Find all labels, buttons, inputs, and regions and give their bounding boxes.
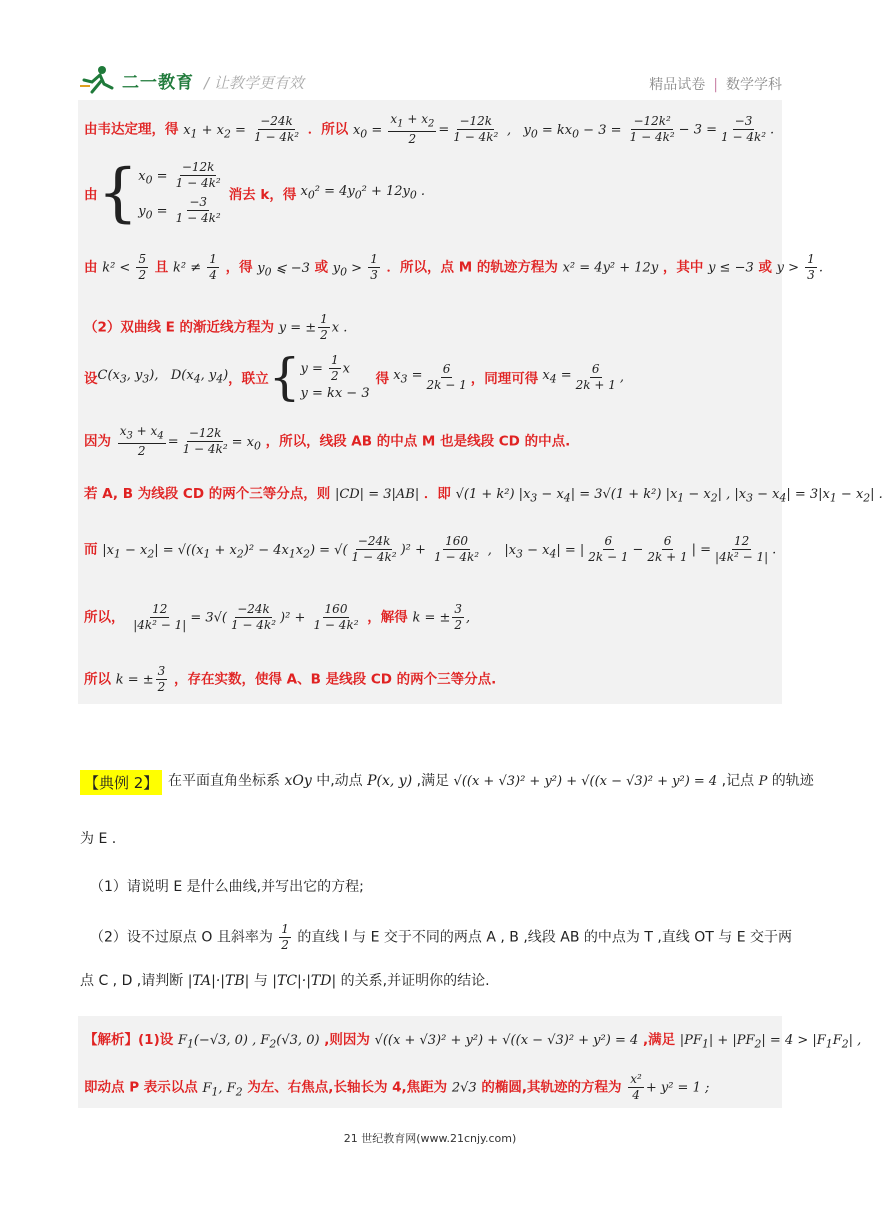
example-text: 在平面直角坐标系 bbox=[168, 773, 280, 789]
example-text: 的关系,并证明你的结论. bbox=[340, 973, 490, 989]
solution-text: ．所以 bbox=[307, 121, 349, 138]
analysis-text: ,则因为 bbox=[324, 1032, 370, 1048]
example-text: 的直线 l 与 E 交于不同的两点 A , B ,线段 AB 的中点为 T ,直线 OT 与 E 交于两 bbox=[297, 929, 792, 946]
solution-line-8: 而 $|x_1 - x_2| = √((x_1 + x_2)^2 - 4x_1x_2)$ = √( $\frac{-24k}{\text{1 − 4k²}}$ )² + $\frac{160}{\text{1 − 4k²}}$ , $|x_3 - x_4|$ = | $\frac{6}{2k - 1}$ − $\frac{6}{2k + 1}$ | = $\frac{12}{\text{|4k² − 1|}}$ . bbox=[84, 534, 777, 564]
example-text: 的轨迹 bbox=[771, 773, 814, 789]
solution-line-4: （2）双曲线 E 的渐近线方程为 y = ± $\frac{1}{2}$ x . bbox=[84, 312, 348, 342]
analysis-text: ,满足 bbox=[642, 1032, 676, 1048]
solution-text: 所以 bbox=[84, 671, 111, 688]
header-label-premium: 精品试卷 bbox=[649, 77, 706, 93]
solution-text: ，得 bbox=[225, 259, 253, 276]
header-right bbox=[649, 74, 782, 94]
solution-text: 若 A, B 为线段 CD 的两个三等分点，则 bbox=[84, 486, 331, 502]
solution-text: ，存在实数，使得 A、B 是线段 CD 的两个三等分点. bbox=[173, 671, 497, 688]
solution-text: 或 bbox=[758, 259, 772, 276]
example-question-1: （1）请说明 E 是什么曲线,并写出它的方程; bbox=[90, 879, 364, 895]
solution-text: 由韦达定理，得 bbox=[84, 121, 179, 138]
solution-text: 因为 bbox=[84, 433, 111, 450]
slogan: / 让教学更有效 bbox=[204, 74, 304, 92]
solution-text: 且 bbox=[154, 259, 169, 276]
example-text: 与 bbox=[253, 973, 268, 989]
solution-line-5: 设 $C(x_3$, $y_3$), $D(x_4$, $y_4$) ，联立 { y = $\frac{1}{2}$ x y = kx − 3 得 $x_3$ = $\frac{6}{2k - 1}$ ，同理可得 $x_4$ = $\frac{6}{2k + 1}$ , bbox=[84, 348, 624, 406]
page-footer: 21 世纪教育网(www.21cnjy.com) bbox=[343, 1132, 517, 1145]
solution-line-10: 所以 k = ± $\frac{3}{2}$ ，存在实数，使得 A、B 是线段 CD 的两个三等分点. bbox=[84, 664, 497, 694]
example-text: （2）设不过原点 O 且斜率为 bbox=[90, 929, 273, 946]
example-question-2-cont: 点 C , D ,请判断 |TA|·|TB| 与 |TC|·|TD| 的关系,并证明你的结论. bbox=[80, 973, 490, 989]
solution-line-2: 由 { $x_0$ = $\frac{-12k}{\text{1 − 4k²}}$ $y_0$ = $\frac{-3}{\text{1 − 4k²}}$ 消去 k，得 $x_0^2 = 4y_0^2 + 12y_0$ . bbox=[84, 156, 426, 230]
solution-text: 而 bbox=[84, 541, 98, 558]
header-label-subject: 数学学科 bbox=[726, 77, 782, 93]
example-text: ,记点 bbox=[721, 773, 755, 789]
solution-text: ，解得 bbox=[367, 609, 408, 626]
solution-text: 消去 k，得 bbox=[228, 187, 297, 203]
analysis-line-2: 即动点 P 表示以点 $F_1$, $F_2$ 为左、右焦点,长轴长为 4,焦距为 2√3 的椭圆,其轨迹的方程为 $\frac{\text{x²}}{4}$ + y² = 1 ; bbox=[84, 1072, 710, 1102]
runner-logo-icon bbox=[78, 64, 118, 96]
solution-text: 由 bbox=[84, 259, 98, 276]
solution-line-3: 由 k² < $\frac{5}{2}$ 且 k² ≠ $\frac{1}{4}$ ，得 $y_0$ ⩽ −3 或 $y_0$ > $\frac{1}{3}$ ．所以，点 M 的轨迹方程为 x² = 4y² + 12y ，其中 y ≤ −3 或 y > $\frac{1}{3}$ . bbox=[84, 252, 823, 282]
analysis-line-1: 【解析】(1)设 $F_1(-√3$, 0) , $F_2(√3$, 0) ,则因为 √((x + √3)² + y²) + √((x − √3)² + y²) = 4 ,满足 $|PF_1| + |PF_2| = 4 > |F_1F_2|$ , bbox=[84, 1032, 862, 1051]
example-label: 【典例 2】 bbox=[80, 770, 162, 795]
solution-text: 由 bbox=[84, 187, 98, 203]
solution-line-9: 所以， $\frac{12}{\text{|4k² − 1|}}$ = 3√( $\frac{-24k}{\text{1 − 4k²}}$ )² + $\frac{160}{\text{1 − 4k²}}$ ，解得 k = ± $\frac{3}{2}$ , bbox=[84, 602, 471, 632]
header-separator: | bbox=[713, 77, 718, 93]
example-text: 中,动点 bbox=[316, 773, 363, 789]
solution-text: （2）双曲线 E 的渐近线方程为 bbox=[84, 319, 275, 336]
example-paragraph-2: 为 E . bbox=[80, 831, 117, 847]
solution-text: ．所以，点 M 的轨迹方程为 bbox=[386, 259, 558, 276]
solution-text: ，其中 bbox=[662, 259, 704, 276]
example-question-2: （2）设不过原点 O 且斜率为 $\frac{1}{2}$ 的直线 l 与 E 交于不同的两点 A , B ,线段 AB 的中点为 T ,直线 OT 与 E 交于两 bbox=[90, 922, 792, 952]
logo bbox=[78, 62, 194, 98]
solution-text: 所以， bbox=[84, 609, 125, 626]
solution-text: 设 bbox=[84, 371, 98, 387]
analysis-text: 【解析】(1)设 bbox=[84, 1032, 174, 1048]
analysis-text: 为左、右焦点,长轴长为 4,焦距为 bbox=[247, 1079, 448, 1096]
analysis-text: 的椭圆,其轨迹的方程为 bbox=[481, 1079, 622, 1096]
solution-text: ，所以，线段 AB 的中点 M 也是线段 CD 的中点. bbox=[265, 433, 571, 450]
example-text: ,满足 bbox=[416, 773, 450, 789]
analysis-text: 即动点 P 表示以点 bbox=[84, 1079, 198, 1096]
solution-text: 得 bbox=[375, 371, 390, 387]
solution-line-7: 若 A, B 为线段 CD 的两个三等分点，则 |CD| = 3|AB| ．即 √(1 + k²) $|x_3 - x_4| = 3√(1 + k^2) |x_1 - x_2|$ , $|x_3 - x_4| = 3|x_1 - x_2|$ . bbox=[84, 486, 883, 505]
solution-text: 或 bbox=[314, 259, 329, 276]
logo-text: 二一教育 bbox=[122, 72, 194, 93]
solution-text: ，联立 bbox=[228, 371, 269, 387]
example-text: 点 C , D ,请判断 bbox=[80, 973, 184, 989]
solution-line-1: 由韦达定理，得 $x_1 + x_2$ = $\frac{-24k}{\text{1 − 4k²}}$ ．所以 $x_0$ = $\frac{x_1 + x_2}{2}$ = $\frac{-12k}{\text{1 − 4k²}}$ , $y_0 = kx_0 - 3$ = $\frac{\text{−12k²}}{\text{1 − 4k²}}$ − 3 = $\frac{-3}{\text{1 − 4k²}}$ . bbox=[84, 112, 775, 147]
solution-line-6: 因为 $\frac{x_3 + x_4}{2}$ = $\frac{-12k}{\text{1 − 4k²}}$ = $x_0$ ，所以，线段 AB 的中点 M 也是线段 CD 的中点. bbox=[84, 424, 571, 459]
solution-text: ．即 bbox=[423, 486, 451, 502]
solution-text: ，同理可得 bbox=[470, 371, 539, 387]
example-paragraph-1: 在平面直角坐标系 xOy 中,动点 P(x, y) ,满足 √((x + √3)² + y²) + √((x − √3)² + y²) = 4 ,记点 P 的轨迹 bbox=[168, 773, 814, 789]
